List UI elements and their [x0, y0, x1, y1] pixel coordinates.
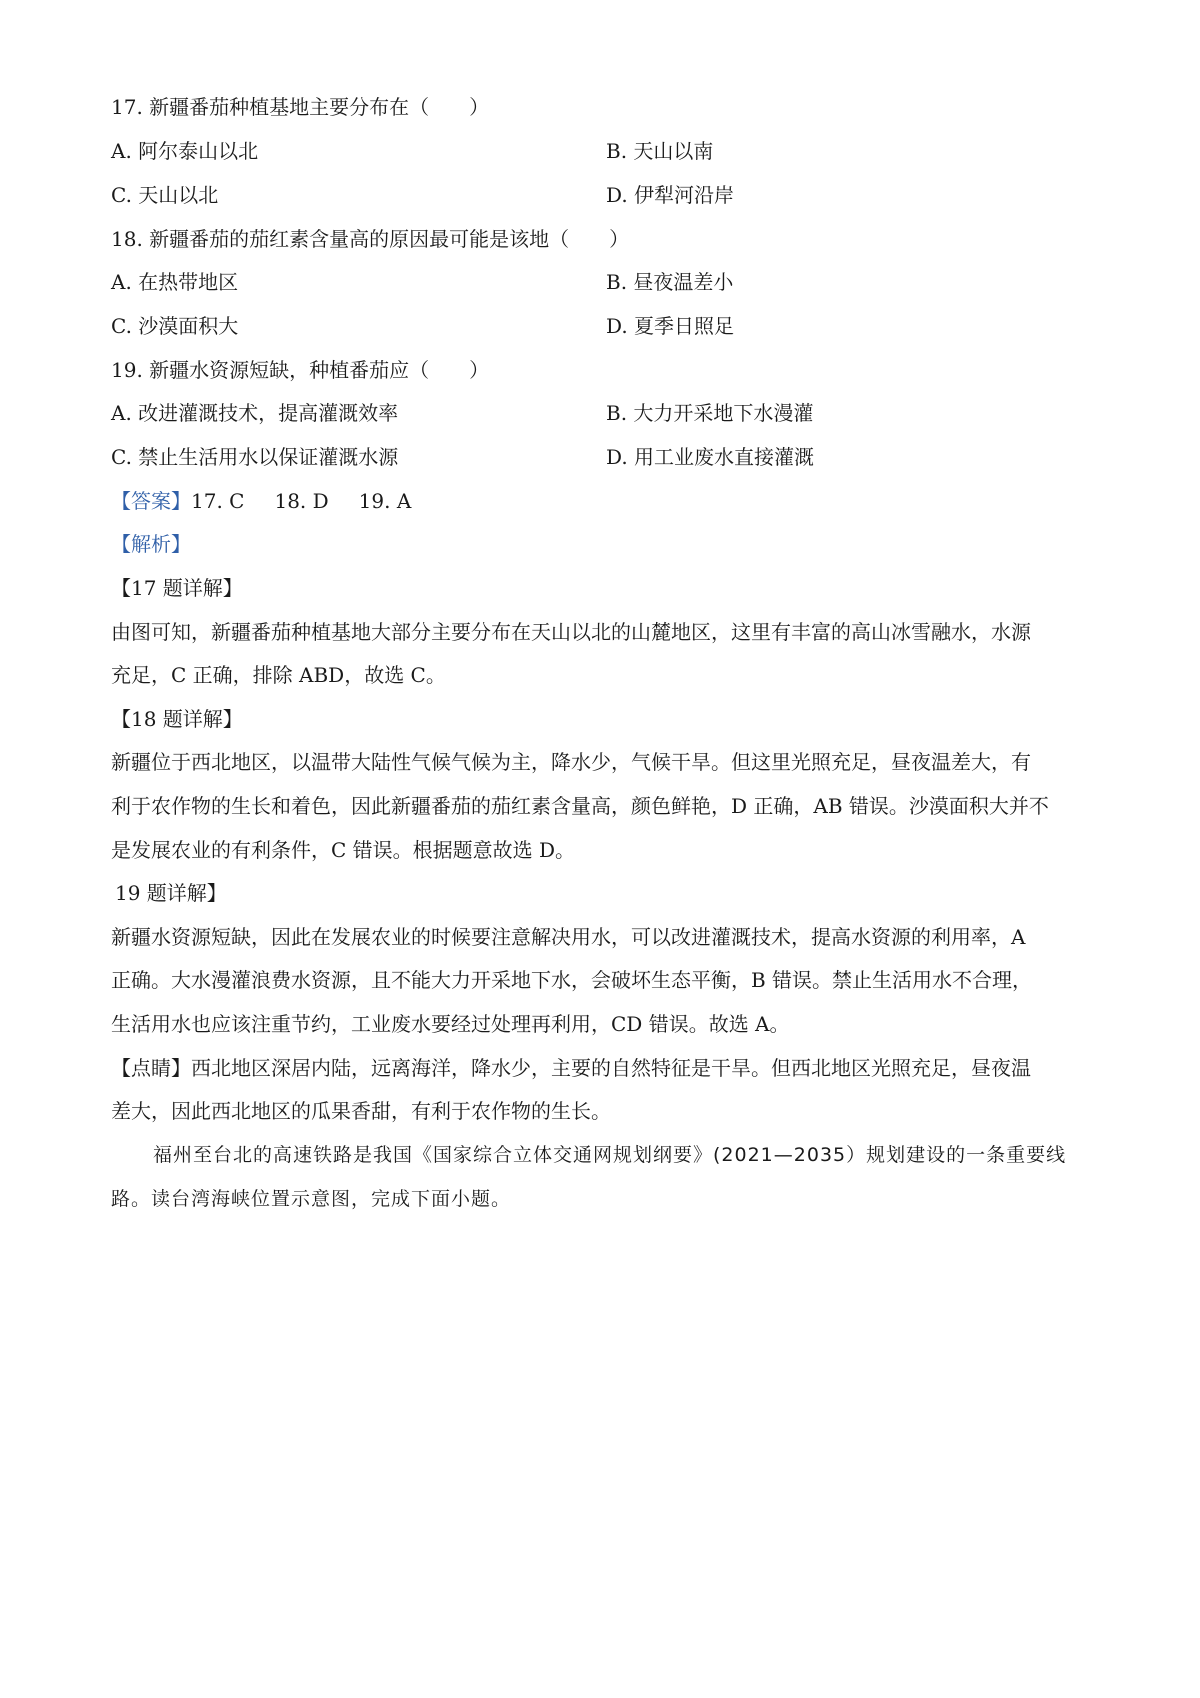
- tip-label: 【点睛】: [111, 1056, 191, 1080]
- q19-option-a: A. 改进灌溉技术，提高灌溉效率: [111, 401, 399, 425]
- q17-option-a: A. 阿尔泰山以北: [111, 139, 259, 163]
- detail-18-line-1: 新疆位于西北地区，以温带大陆性气候气候为主，降水少，气候干旱。但这里光照充足，昼夜温差大，有: [111, 750, 1031, 774]
- answer-label: 【答案】: [111, 489, 191, 513]
- answer-item-19: 19. A: [358, 489, 412, 513]
- answer-item-17: 17. C: [191, 489, 245, 513]
- analysis-label: 【解析】: [111, 532, 191, 556]
- detail-19-line-3: 生活用水也应该注重节约，工业废水要经过处理再利用，CD 错误。故选 A。: [111, 1012, 790, 1036]
- q18-option-b: B. 昼夜温差小: [606, 270, 734, 294]
- q17-option-c: C. 天山以北: [111, 183, 219, 207]
- q18-option-c: C. 沙漠面积大: [111, 314, 239, 338]
- q17-option-d: D. 伊犁河沿岸: [606, 183, 735, 207]
- tip-line-1: [111, 1054, 1031, 1082]
- q19-option-b: B. 大力开采地下水漫灌: [606, 401, 814, 425]
- q18-option-a: A. 在热带地区: [111, 270, 239, 294]
- q17-option-b: B. 天山以南: [606, 139, 714, 163]
- detail-18-heading: 【18 题详解】: [111, 707, 243, 731]
- detail-19-heading: 19 题详解】: [115, 881, 227, 905]
- detail-17-line-1: 由图可知，新疆番茄种植基地大部分主要分布在天山以北的山麓地区，这里有丰富的高山冰雪融水，水源: [111, 620, 1031, 644]
- q19-option-d: D. 用工业废水直接灌溉: [606, 445, 815, 469]
- detail-18-line-2: 利于农作物的生长和着色，因此新疆番茄的茄红素含量高，颜色鲜艳，D 正确，AB 错误。沙漠面积大并不: [111, 794, 1049, 818]
- material-line-2: 路。读台湾海峡位置示意图，完成下面小题。: [111, 1188, 512, 1210]
- detail-19-line-1: 新疆水资源短缺，因此在发展农业的时候要注意解决用水，可以改进灌溉技术，提高水资源的利用率，A: [111, 925, 1026, 949]
- q18-option-d: D. 夏季日照足: [606, 314, 735, 338]
- material-line-1: 福州至台北的高速铁路是我国《国家综合立体交通网规划纲要》(2021—2035）规划建设的一条重要线: [153, 1144, 1067, 1166]
- answer-row: [111, 487, 411, 515]
- question-19-stem: 19. 新疆水资源短缺，种植番茄应（ ）: [111, 358, 490, 382]
- detail-17-line-2: 充足，C 正确，排除 ABD，故选 C。: [111, 663, 446, 687]
- question-17-stem: 17. 新疆番茄种植基地主要分布在（ ）: [111, 95, 490, 119]
- detail-18-line-3: 是发展农业的有利条件，C 错误。根据题意故选 D。: [111, 838, 576, 862]
- detail-17-heading: 【17 题详解】: [111, 576, 243, 600]
- answer-item-18: 18. D: [274, 489, 329, 513]
- tip-line-2: 差大，因此西北地区的瓜果香甜，有利于农作物的生长。: [111, 1099, 611, 1123]
- q19-option-c: C. 禁止生活用水以保证灌溉水源: [111, 445, 399, 469]
- question-18-stem: 18. 新疆番茄的茄红素含量高的原因最可能是该地（ ）: [111, 227, 630, 251]
- tip-text-1: 西北地区深居内陆，远离海洋，降水少，主要的自然特征是干旱。但西北地区光照充足，昼夜温: [191, 1056, 1031, 1080]
- detail-19-line-2: 正确。大水漫灌浪费水资源，且不能大力开采地下水，会破坏生态平衡，B 错误。禁止生活用水不合理，: [111, 968, 1033, 992]
